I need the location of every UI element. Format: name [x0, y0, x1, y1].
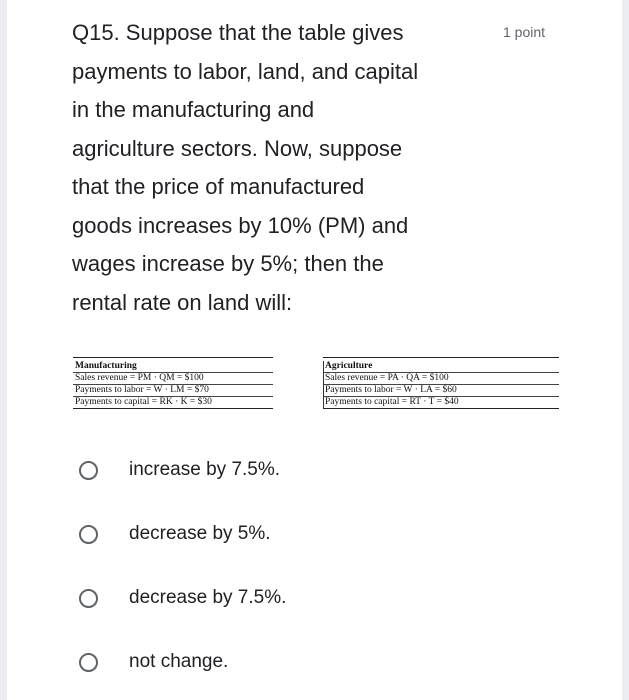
question-line: rental rate on land will: — [72, 289, 293, 315]
option-label: increase by 7.5%. — [129, 459, 281, 480]
radio-button-icon[interactable] — [79, 589, 98, 608]
table-row: Sales revenue = PM · QM = $100 — [73, 372, 273, 384]
table-row: Sales revenue = PA · QA = $100 — [323, 372, 559, 384]
page-edge-left — [0, 0, 7, 700]
agriculture-table — [323, 357, 559, 409]
option-label: decrease by 5%. — [129, 523, 271, 544]
question-line: goods increases by 10% (PM) and — [72, 212, 409, 238]
radio-button-icon[interactable] — [79, 461, 98, 480]
points-label: 1 point — [503, 24, 546, 40]
question-line: in the manufacturing and — [72, 97, 315, 122]
manufacturing-table — [73, 357, 273, 409]
table-divider — [323, 361, 324, 409]
page-edge-right — [622, 0, 629, 700]
table-row: Payments to labor = W · LA = $60 — [323, 384, 559, 396]
answer-options — [77, 450, 286, 700]
manufacturing-title: Manufacturing — [75, 361, 137, 371]
question-line: Q15. Suppose that the table gives — [72, 20, 404, 45]
question-line: wages increase by 5%; then the — [72, 251, 384, 276]
option-label: decrease by 7.5%. — [129, 587, 287, 608]
question-line: payments to labor, land, and capital — [72, 58, 419, 84]
radio-button-icon[interactable] — [79, 653, 98, 672]
table-row: Payments to labor = W · LM = $70 — [73, 384, 273, 396]
question-card — [7, 0, 622, 700]
option-not-change[interactable] — [77, 642, 286, 682]
option-decrease-7-5[interactable] — [77, 578, 286, 618]
option-decrease-5[interactable] — [77, 514, 286, 554]
radio-button-icon[interactable] — [79, 525, 98, 544]
question-text — [72, 14, 492, 322]
table-row: Payments to capital = RT · T = $40 — [323, 396, 559, 409]
agriculture-title: Agriculture — [325, 361, 373, 371]
option-label: not change. — [129, 651, 229, 672]
option-increase-7-5[interactable] — [77, 450, 286, 490]
question-line: that the price of manufactured — [72, 174, 365, 199]
question-line: agriculture sectors. Now, suppose — [72, 135, 403, 161]
payments-table-image — [73, 357, 561, 427]
table-row: Payments to capital = RK · K = $30 — [73, 396, 273, 409]
